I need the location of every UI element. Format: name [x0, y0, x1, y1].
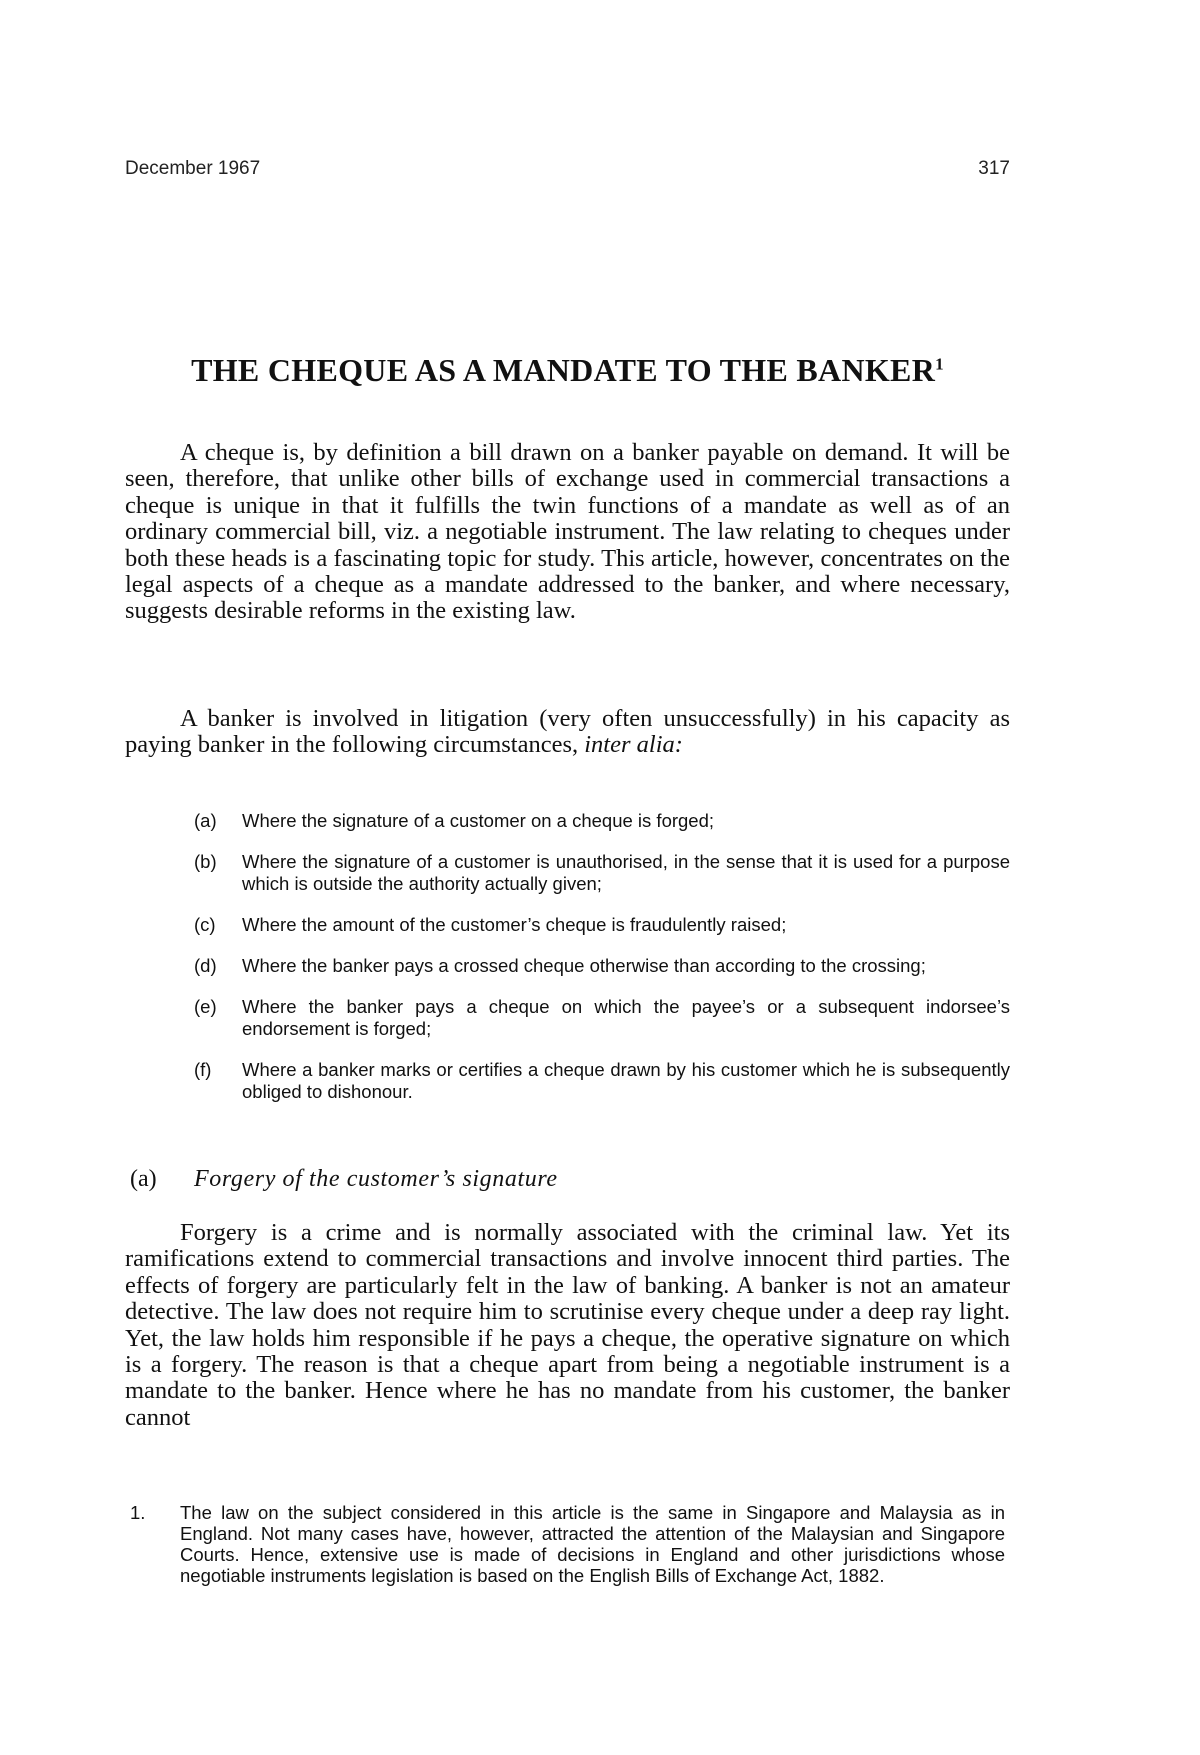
list-item [194, 810, 1010, 832]
list-item [194, 955, 1010, 977]
footnote [130, 1502, 1005, 1586]
list-item-mark: (e) [194, 996, 217, 1017]
intro-paragraph: A cheque is, by definition a bill drawn on a banker payable on demand. It will be seen, therefore, that unlike other bills of exchange used in commercial transactions a cheque is unique in that it fulfills the twin functions of a mandate as well as of an ordinary commercial bill, viz. a negotiable instrument. The law relating to cheques under both these heads is a fascinating topic for study. This article, however, concentrates on the legal aspects of a cheque as a mandate addressed to the banker, and where necessary, suggests desirable reforms in the existing law. [125, 439, 1010, 625]
list-item [194, 851, 1010, 895]
list-item-text: Where the signature of a customer is unauthorised, in the sense that it is used for a purpose which is outside the authority actually given; [242, 851, 1010, 894]
section-number: (a) [130, 1166, 157, 1192]
issue-date: December 1967 [125, 158, 261, 179]
list-item-mark: (a) [194, 810, 217, 831]
list-item-mark: (b) [194, 851, 217, 872]
list-item-mark: (c) [194, 914, 216, 935]
list-item-mark: (f) [194, 1059, 212, 1080]
page-number: 317 [978, 158, 1010, 179]
list-item [194, 914, 1010, 936]
title-footnote-ref[interactable]: 1 [935, 354, 944, 374]
footnote-text: The law on the subject considered in this article is the same in Singapore and Malaysia as in England. Not many cases have, however, attracted the attention of the Malaysian and Singapore Courts. Hence, extensive use is made of decisions in England and other jurisdictions whose negotiable instruments legislation is based on the English Bills of Exchange Act, 1882. [180, 1502, 1005, 1586]
list-item-text: Where a banker marks or certifies a cheque drawn by his customer which he is subsequently obliged to dishonour. [242, 1059, 1010, 1102]
list-item-text: Where the signature of a customer on a cheque is forged; [242, 810, 715, 831]
circumstances-list [194, 810, 1010, 1122]
section-heading [130, 1166, 558, 1193]
list-item-text: Where the banker pays a crossed cheque otherwise than according to the crossing; [242, 955, 926, 976]
list-item [194, 1059, 1010, 1103]
forgery-paragraph: Forgery is a crime and is normally associated with the criminal law. Yet its ramifications extend to commercial transactions and involve innocent third parties. The effects of forgery are particularly felt in the law of banking. A banker is not an amateur detective. The law does not require him to scrutinise every cheque under a deep ray light. Yet, the law holds him responsible if he pays a cheque, the operative signature on which is a forgery. The reason is that a cheque apart from being a negotiable instrument is a mandate to the banker. Hence where he has no mandate from his customer, the banker cannot [125, 1219, 1010, 1431]
litigation-italic-text: inter alia: [584, 731, 683, 759]
list-item-mark: (d) [194, 955, 217, 976]
article-title-text: THE CHEQUE AS A MANDATE TO THE BANKER [191, 352, 936, 388]
section-title: Forgery of the customer’s signature [194, 1166, 558, 1192]
litigation-paragraph [125, 706, 1010, 759]
article-title [125, 352, 1010, 389]
litigation-lead-text: A banker is involved in litigation (very often unsuccessfully) in his capacity as paying banker in the following circumstances, [125, 705, 1010, 759]
list-item-text: Where the banker pays a cheque on which the payee’s or a subsequent indorsee’s endorsement is forged; [242, 996, 1010, 1039]
list-item [194, 996, 1010, 1040]
list-item-text: Where the amount of the customer’s cheque is fraudulently raised; [242, 914, 787, 935]
footnote-number: 1. [130, 1502, 146, 1523]
